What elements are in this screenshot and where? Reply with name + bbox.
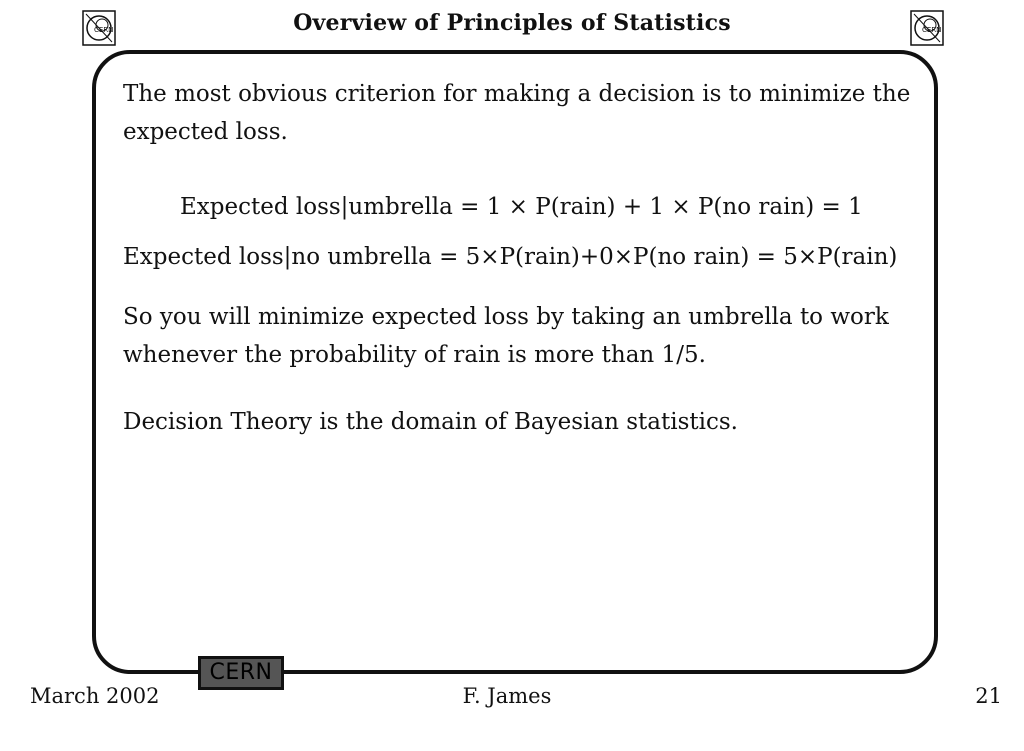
paragraph-conclusion: So you will minimize expected loss by taking an umbrella to work whenever the probability of rain is more than 1/5. bbox=[123, 304, 889, 368]
equation-umbrella: Expected loss|umbrella = 1 × P(rain) + 1 × P(no rain) = 1 bbox=[180, 194, 863, 220]
page-title: Overview of Principles of Statistics bbox=[293, 10, 731, 36]
svg-text:CERN: CERN bbox=[922, 26, 942, 34]
equation-no-umbrella: Expected loss|no umbrella = 5×P(rain)+0×P(no rain) = 5×P(rain) bbox=[123, 244, 898, 270]
svg-text:CERN: CERN bbox=[94, 26, 114, 34]
footer-author: F. James bbox=[462, 684, 552, 708]
paragraph-decision-criterion: The most obvious criterion for making a decision is to minimize the expected loss. bbox=[123, 81, 911, 145]
footer-date: March 2002 bbox=[30, 684, 160, 708]
cern-logo-icon bbox=[910, 10, 944, 46]
page-number: 21 bbox=[975, 684, 1002, 708]
cern-badge: CERN bbox=[198, 656, 284, 690]
paragraph-bayesian: Decision Theory is the domain of Bayesian statistics. bbox=[123, 409, 738, 435]
cern-logo-icon bbox=[82, 10, 116, 46]
